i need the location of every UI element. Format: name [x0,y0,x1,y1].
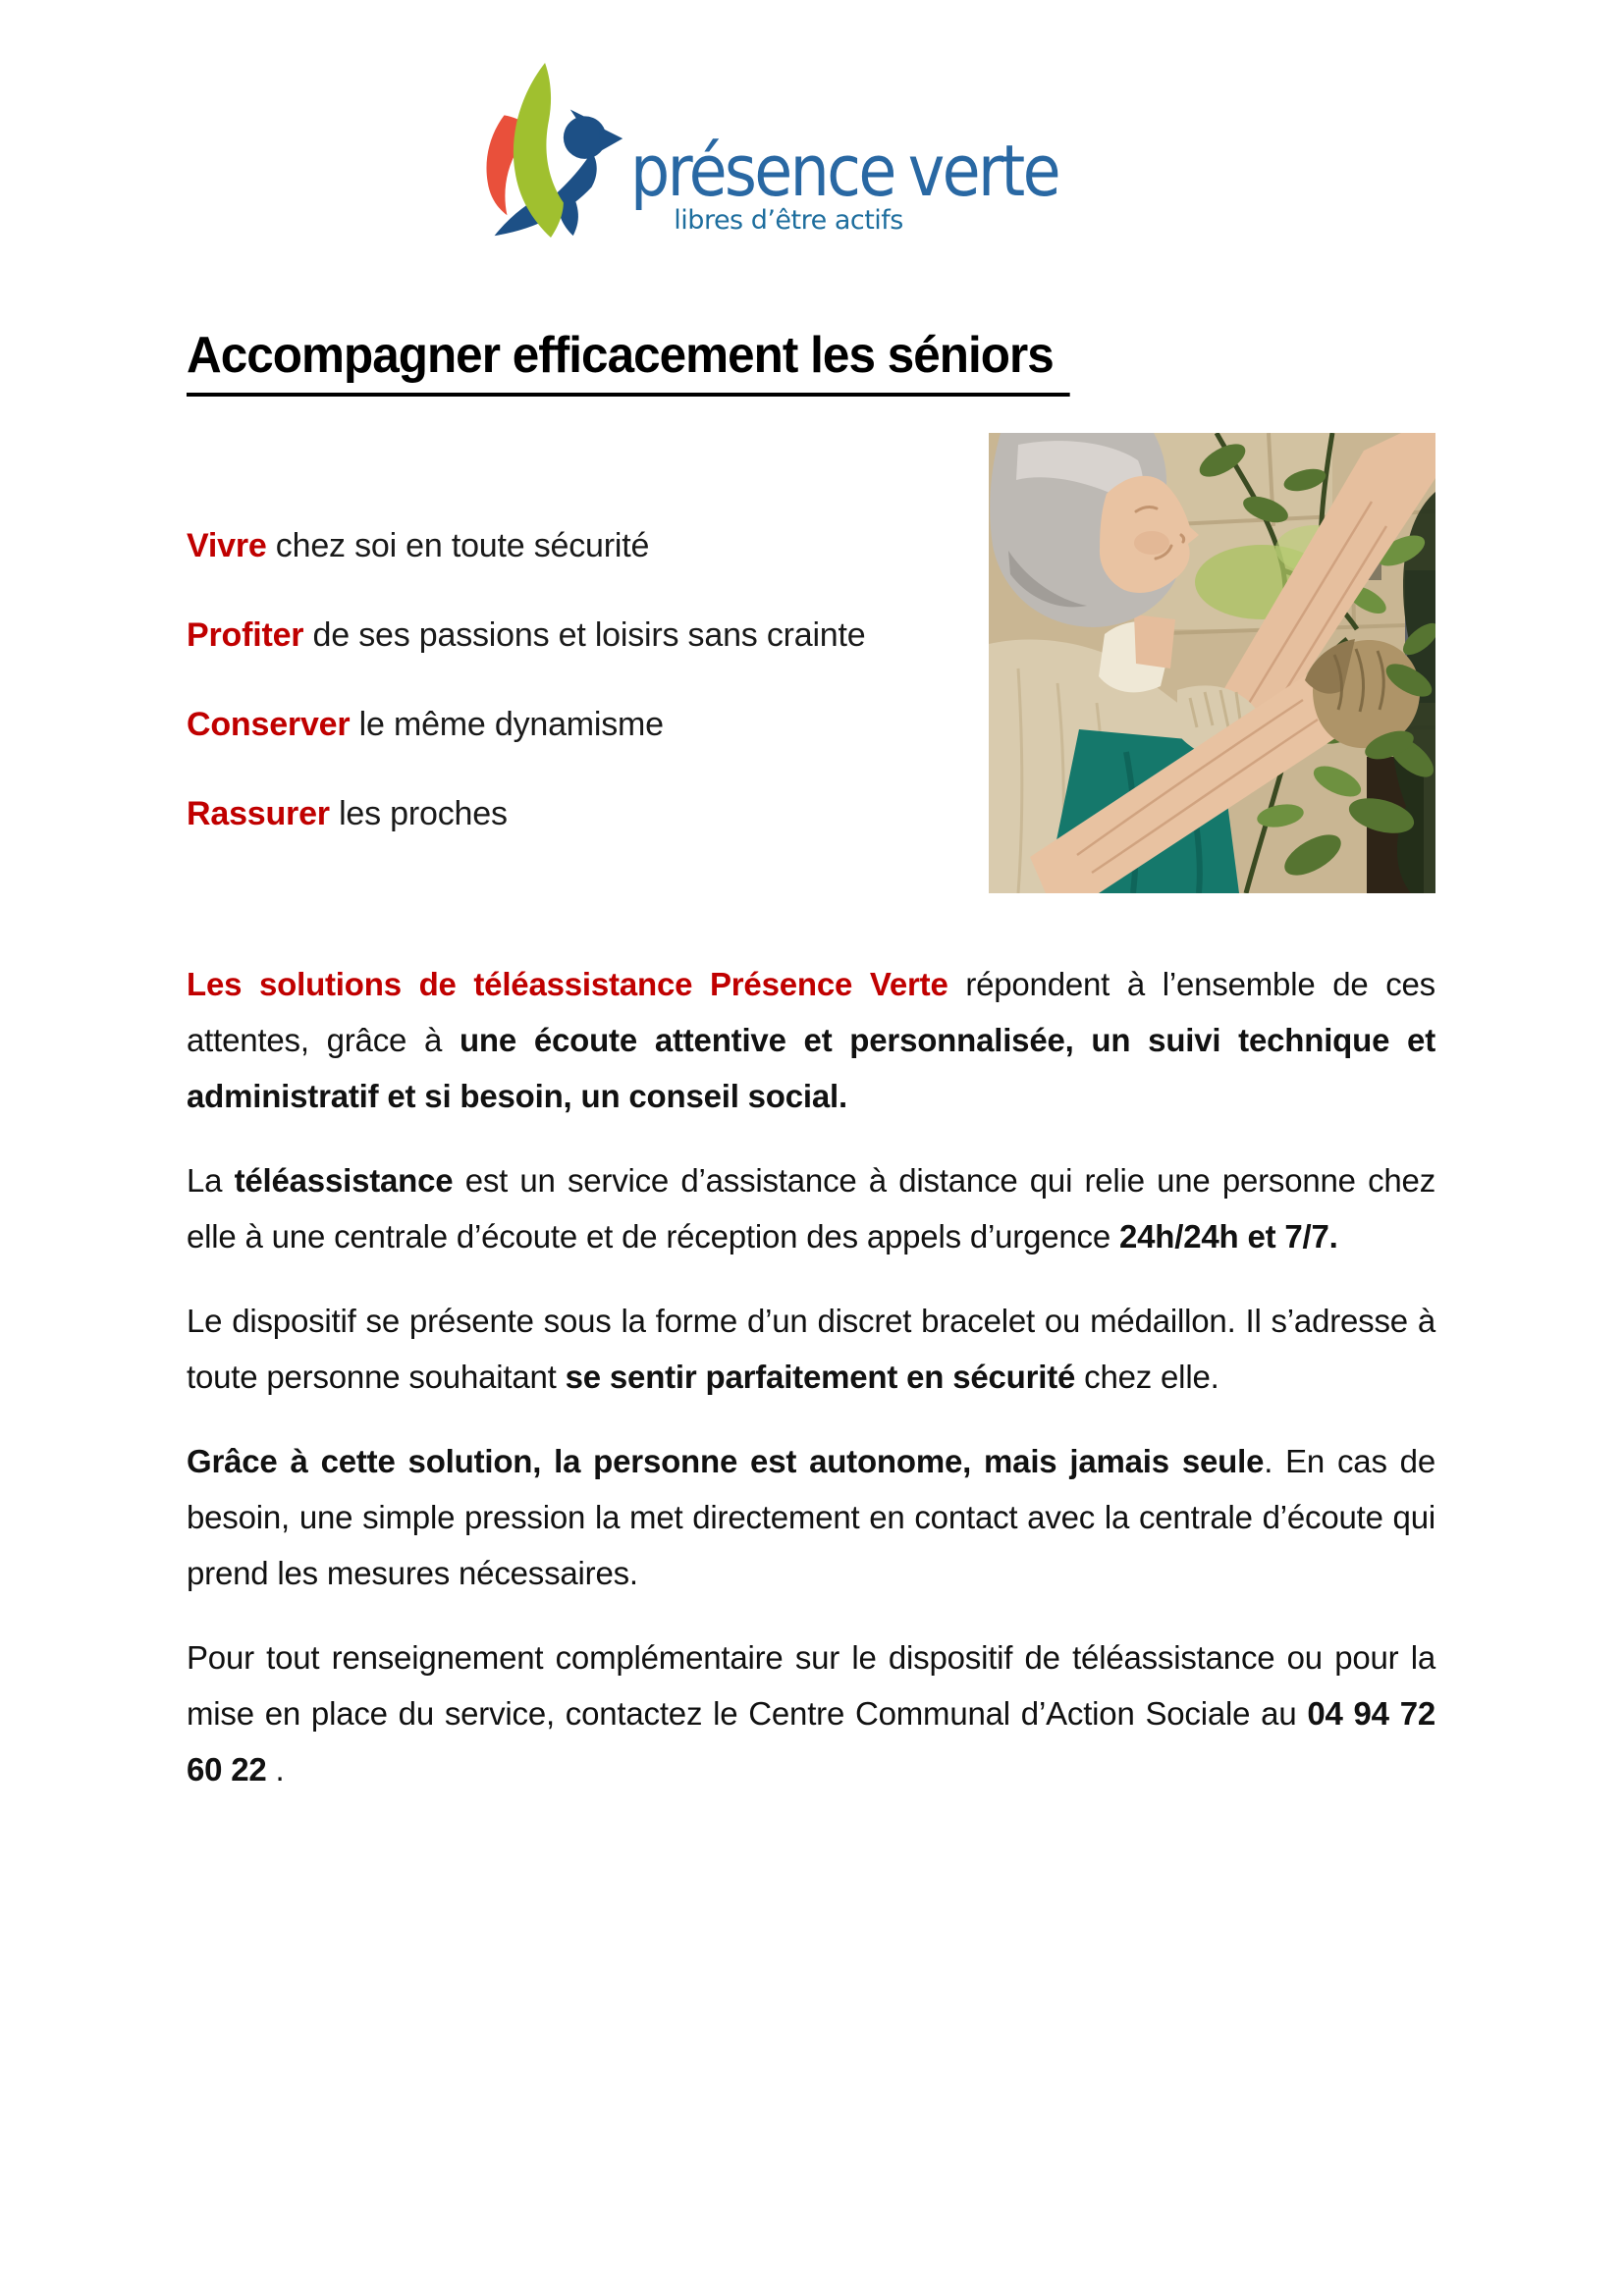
paragraph-bold-text: téléassistance [234,1162,454,1199]
brand-word-verte: verte [908,130,1059,212]
benefit-lead: Rassurer [187,795,330,832]
logo-text-block [630,61,1116,236]
paragraph-text: répondent à l’ensemble de ces attentes, grâce à [187,966,1435,1058]
paragraph-dispositif [187,1293,1435,1405]
benefit-rest: les proches [329,795,508,832]
benefit-item-profiter [187,615,933,655]
benefit-rest: de ses passions et loisirs sans crainte [303,616,866,654]
page-title [187,328,1435,397]
page-title-text: Accompagner efficacement les séniors [187,328,1070,397]
paragraph-bold-text: 24h/24h et 7/7. [1118,1218,1338,1255]
presence-verte-logo [157,61,1435,243]
bird-leaf-flame-icon [475,61,624,241]
benefit-lead: Vivre [187,527,267,564]
paragraph-solutions [187,956,1435,1124]
benefit-rest: chez soi en toute sécurité [266,527,650,564]
paragraph-red-lead: Les solutions de téléassistance Présence Verte [187,966,948,1002]
gardening-photo-illustration [989,433,1435,893]
benefit-rest: le même dynamisme [350,706,664,743]
paragraph-bold-text: une écoute attentive et personnalisée, un suivi technique et administratif et si besoin, un conseil social. [187,1022,1435,1114]
paragraph-bold-text: Grâce à cette solution, la personne est autonome, mais jamais seule [187,1443,1265,1479]
paragraph-text: La [187,1162,235,1199]
hero-section [187,397,1435,956]
paragraph-teleassistance [187,1152,1435,1264]
benefit-item-rassurer [187,794,933,833]
paragraph-text: chez elle. [1075,1359,1219,1395]
paragraph-text: . En cas de besoin, une simple pression la met directement en contact avec la centrale d’écoute qui prend les mesures nécessaires. [187,1443,1435,1591]
brand-tagline: libres d’être actifs [674,205,903,236]
paragraph-text: . [266,1751,285,1788]
paragraph-text: est un service d’assistance à distance qui relie une personne chez elle à une centrale d’écoute et de réception des appels d’urgence [187,1162,1435,1255]
paragraph-bold-text: se sentir parfaitement en sécurité [565,1359,1076,1395]
paragraph-text: Pour tout renseignement complémentaire sur le dispositif de téléassistance ou pour la mise en place du service, contactez le Centre Communal d’Action Sociale au [187,1639,1435,1732]
gardening-photo [989,433,1435,893]
benefit-item-vivre [187,526,933,565]
phone-number: 04 94 72 60 22 [187,1695,1435,1788]
paragraph-autonomie [187,1433,1435,1601]
body-text [187,956,1435,1797]
brand-name [630,130,1059,212]
benefits-list [187,397,933,833]
benefit-lead: Profiter [187,616,304,654]
paragraph-text: Le dispositif se présente sous la forme d’un discret bracelet ou médaillon. Il s’adresse à toute personne souhaitant [187,1303,1435,1395]
brand-word-presence: présence [630,130,894,212]
benefit-lead: Conserver [187,706,351,743]
paragraph-contact [187,1629,1435,1797]
benefit-item-conserver [187,705,933,744]
